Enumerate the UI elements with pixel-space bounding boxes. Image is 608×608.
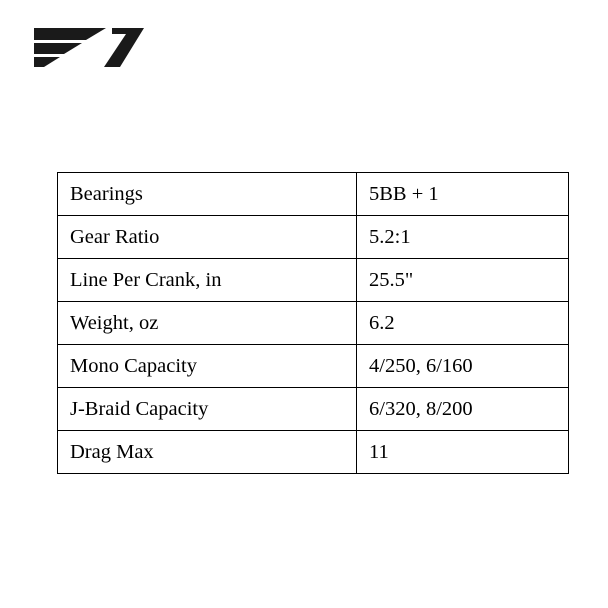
table-row	[58, 259, 569, 302]
spec-table-container	[57, 172, 542, 474]
spec-value: 25.5"	[357, 259, 569, 302]
daiwa-logo	[34, 26, 144, 70]
table-row	[58, 302, 569, 345]
spec-value: 6.2	[357, 302, 569, 345]
spec-label: J-Braid Capacity	[58, 388, 357, 431]
table-row	[58, 173, 569, 216]
spec-table-body	[58, 173, 569, 474]
spec-value: 5.2:1	[357, 216, 569, 259]
spec-value: 4/250, 6/160	[357, 345, 569, 388]
spec-value: 11	[357, 431, 569, 474]
spec-label: Mono Capacity	[58, 345, 357, 388]
table-row	[58, 345, 569, 388]
daiwa-logo-icon	[34, 26, 144, 70]
table-row	[58, 216, 569, 259]
spec-label: Line Per Crank, in	[58, 259, 357, 302]
table-row	[58, 431, 569, 474]
spec-label: Gear Ratio	[58, 216, 357, 259]
spec-label: Bearings	[58, 173, 357, 216]
spec-table	[57, 172, 569, 474]
spec-value: 5BB + 1	[357, 173, 569, 216]
spec-value: 6/320, 8/200	[357, 388, 569, 431]
table-row	[58, 388, 569, 431]
spec-label: Weight, oz	[58, 302, 357, 345]
spec-label: Drag Max	[58, 431, 357, 474]
